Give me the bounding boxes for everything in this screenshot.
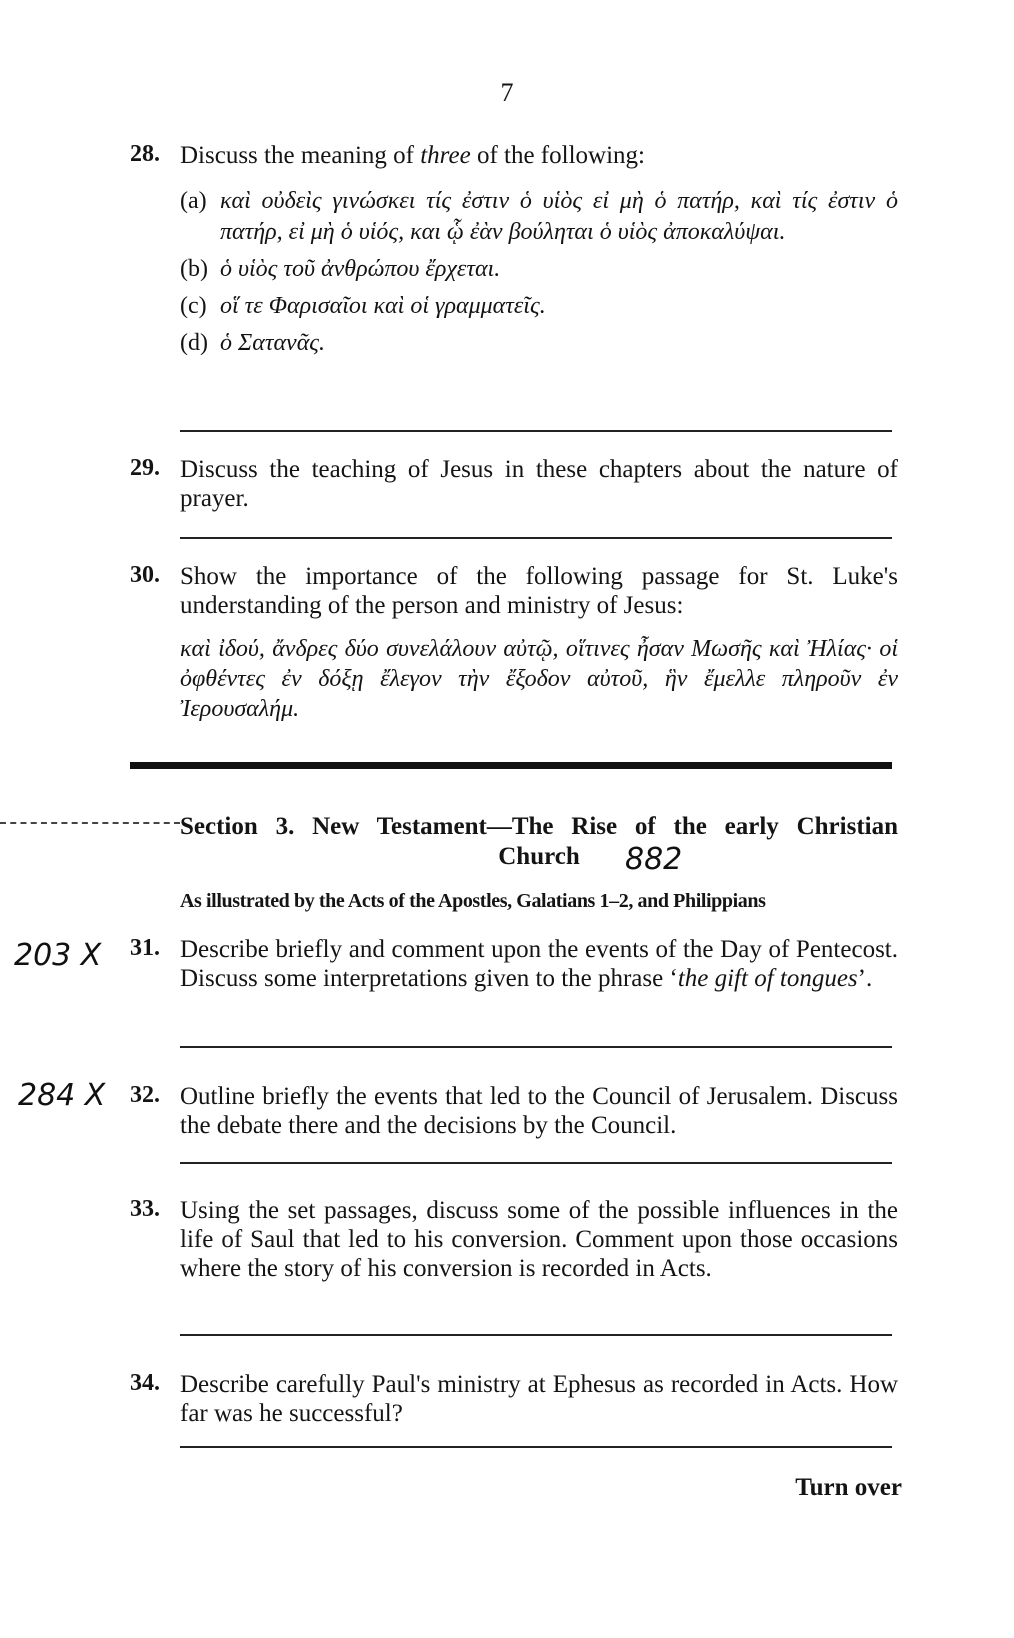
prompt-text: Discuss the meaning of	[180, 142, 421, 169]
question-number: 29.	[130, 455, 160, 481]
greek-text: καὶ οὐδεὶς γινώσκει τίς ἐστιν ὁ υἱὸς εἰ μὴ ὁ πατήρ, καὶ τίς ἐστιν ὁ πατήρ, εἰ μὴ ὁ υἱός, και ᾧ ἐὰν βούληται ὁ υἱὸς ἀποκαλύψαι.	[220, 188, 898, 245]
page-number: 7	[500, 78, 514, 107]
divider	[180, 1446, 892, 1448]
sub-item-d	[180, 328, 898, 359]
section-title: Section 3. New Testament—The Rise of the early Christian	[180, 813, 898, 840]
handwritten-note: 882	[625, 842, 683, 877]
question-number: 33.	[130, 1196, 160, 1222]
greek-text: οἵ τε Φαρισαῖοι καὶ οἱ γραμματεῖς.	[220, 293, 546, 319]
sub-item-label: (d)	[180, 330, 208, 356]
question-33	[130, 1196, 898, 1283]
prompt-emphasis: three	[420, 142, 471, 169]
prompt-text: of the following:	[470, 142, 645, 169]
section-divider	[130, 762, 892, 769]
divider	[180, 1162, 892, 1164]
question-number: 32.	[130, 1082, 160, 1108]
handwritten-mark: 284 X	[18, 1078, 106, 1113]
question-31	[130, 935, 898, 993]
question-30	[130, 562, 898, 724]
question-prompt	[180, 141, 898, 170]
question-text: Outline briefly the events that led to the Council of Jerusalem. Discuss the debate there and the decisions by the Council.	[180, 1083, 898, 1139]
sub-item-c	[180, 291, 898, 322]
question-text: Show the importance of the following passage for St. Luke's understanding of the person and ministry of Jesus:	[180, 563, 898, 619]
page-edge-line	[0, 822, 180, 824]
question-28	[130, 141, 898, 359]
question-text-part: Describe briefly and comment upon the events of the Day of Pentecost. Discuss some interpretations given to the phrase ‘	[180, 936, 898, 992]
handwritten-mark: 203 X	[14, 938, 102, 973]
question-number: 30.	[130, 562, 160, 588]
greek-text: ὁ υἱὸς τοῦ ἀνθρώπου ἔρχεται.	[220, 256, 501, 282]
question-text: Discuss the teaching of Jesus in these chapters about the nature of prayer.	[180, 456, 898, 512]
turn-over-label: Turn over	[795, 1474, 902, 1501]
question-32	[130, 1082, 898, 1140]
greek-text: ὁ Σατανᾶς.	[220, 330, 326, 356]
greek-passage: καὶ ἰδού, ἄνδρες δύο συνελάλουν αὐτῷ, οἵτινες ἦσαν Μωσῆς καὶ Ἠλίας· οἱ ὀφθέντες ἐν δόξῃ ἔλεγον τὴν ἔξοδον αὐτοῦ, ἣν ἔμελλε πληροῦν ἐν Ἰερουσαλήμ.	[180, 636, 898, 722]
question-number: 31.	[130, 935, 160, 961]
section-title-cont: Church	[498, 843, 580, 870]
question-number: 34.	[130, 1370, 160, 1396]
question-text-part: ’.	[857, 965, 873, 992]
sub-item-label: (c)	[180, 293, 207, 319]
question-34	[130, 1370, 898, 1428]
sub-item-b	[180, 254, 898, 285]
sub-item-label: (a)	[180, 188, 207, 214]
question-text: Describe carefully Paul's ministry at Ephesus as recorded in Acts. How far was he successful?	[180, 1371, 898, 1427]
section-description: As illustrated by the Acts of the Apostles, Galatians 1–2, and Philippians	[180, 890, 766, 912]
question-29	[130, 455, 898, 513]
divider	[180, 1046, 892, 1048]
divider	[180, 430, 892, 432]
sub-item-label: (b)	[180, 256, 208, 282]
question-text	[180, 935, 898, 993]
question-number: 28.	[130, 141, 160, 167]
divider	[180, 1334, 892, 1336]
sub-item-a	[180, 186, 898, 248]
question-emphasis: the gift of tongues	[677, 965, 858, 992]
question-text: Using the set passages, discuss some of the possible influences in the life of Saul that led to his conversion. Comment upon those occasions where the story of his conversion is recorded in Acts.	[180, 1197, 898, 1282]
divider	[180, 537, 892, 539]
